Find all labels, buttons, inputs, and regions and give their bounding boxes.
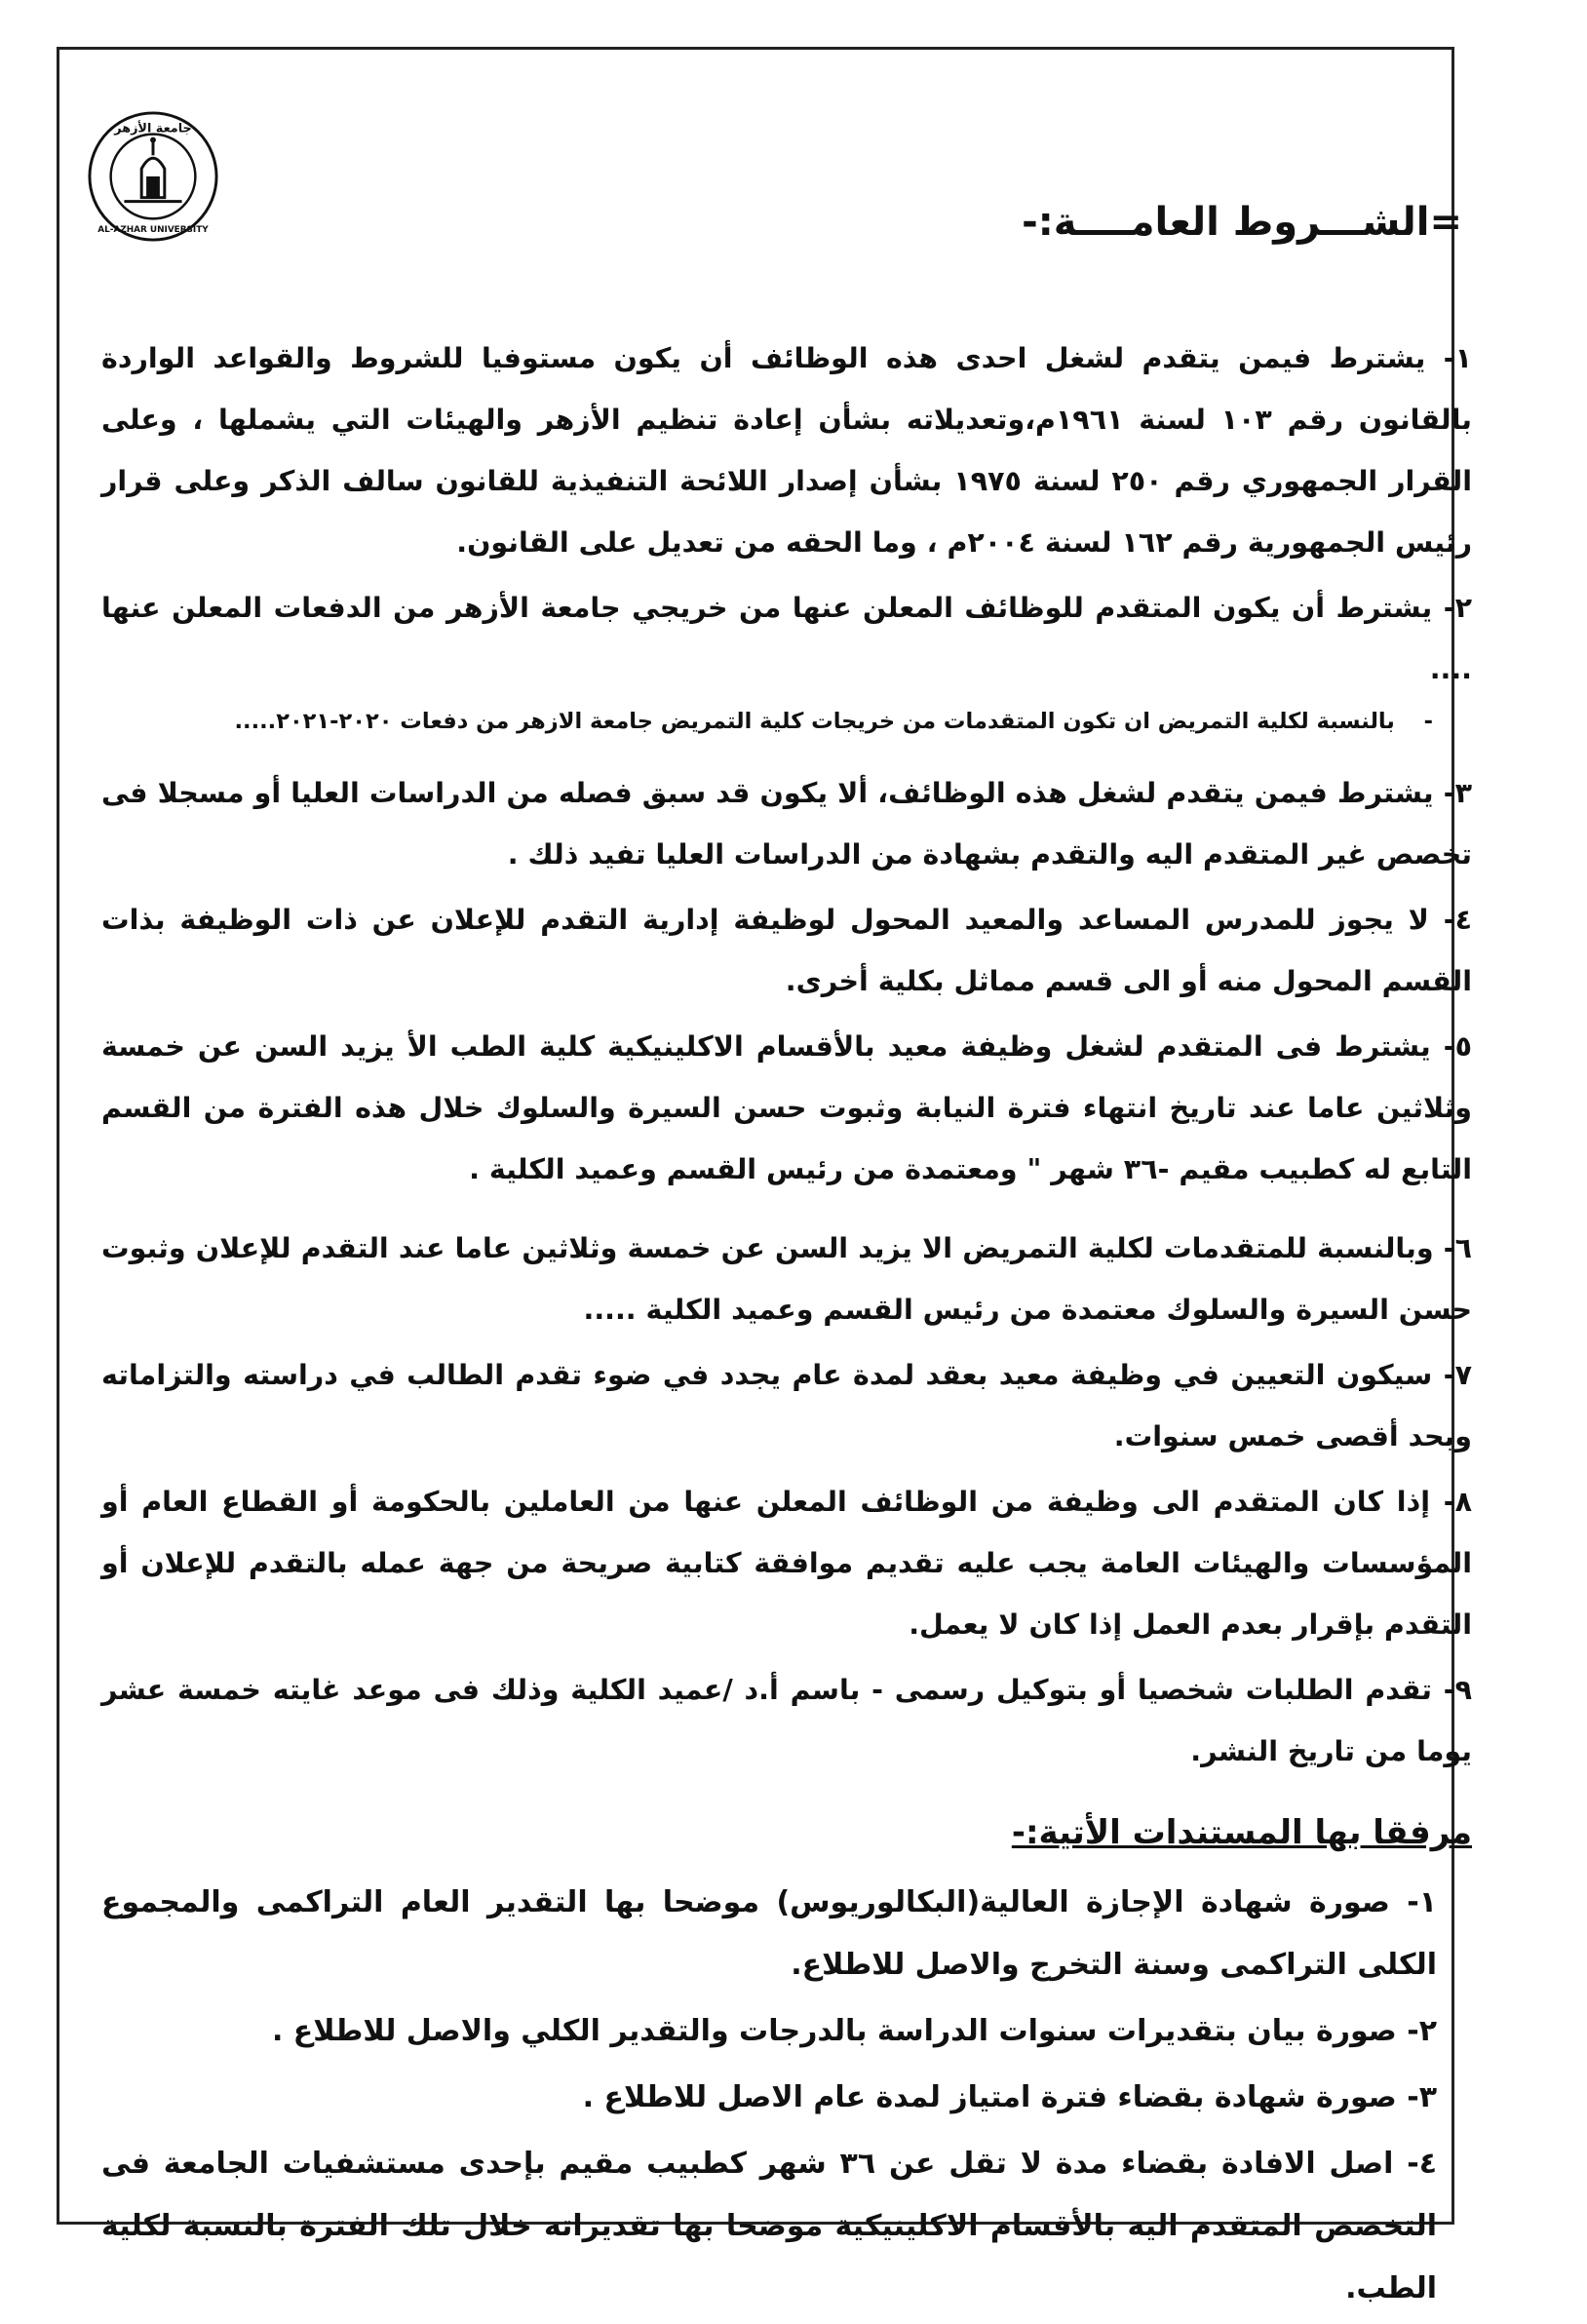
condition-1	[101, 328, 1472, 573]
document-item-1	[101, 1872, 1437, 1996]
note-text: بالنسبة لكلية التمريض ان تكون المتقدمات من خريجات كلية التمريض جامعة الازهر من دفعات ٢٠٢٠-٢٠٢١.....	[234, 709, 1395, 734]
condition-5	[101, 1016, 1472, 1200]
condition-number: ٨-	[1443, 1486, 1472, 1518]
condition-text: لا يجوز للمدرس المساعد والمعيد المحول لوظيفة إدارية التقدم للإعلان عن ذات الوظيفة بذات القسم المحول منه أو الى قسم مماثل بكلية أخرى.	[101, 904, 1472, 997]
document-number: ٣-	[1407, 2080, 1437, 2114]
condition-number: ٦-	[1443, 1232, 1472, 1264]
logo-english-text: AL-AZHAR UNIVERSITY	[97, 225, 209, 236]
condition-number: ٣-	[1443, 777, 1472, 809]
document-number: ٤-	[1407, 2147, 1438, 2181]
document-item-3	[101, 2067, 1437, 2129]
document-item-4	[101, 2133, 1437, 2320]
condition-number: ١-	[1443, 342, 1472, 374]
condition-number: ٤-	[1443, 904, 1472, 936]
condition-text: تقدم الطلبات شخصيا أو بتوكيل رسمى - باسم أ.د /عميد الكلية وذلك فى موعد غايته خمسة عشر يوما من تاريخ النشر.	[101, 1674, 1472, 1767]
condition-8	[101, 1471, 1472, 1655]
condition-text: وبالنسبة للمتقدمات لكلية التمريض الا يزيد السن عن خمسة وثلاثين عاما عند التقدم للإعلان وثبوت حسن السيرة والسلوك معتمدة من رئيس القسم وعميد الكلية .....	[101, 1232, 1472, 1326]
condition-2	[101, 577, 1472, 700]
condition-text: يشترط فيمن يتقدم لشغل هذه الوظائف، ألا يكون قد سبق فصله من الدراسات العليا أو مسجلا فى تخصص غير المتقدم اليه والتقدم بشهادة من الدراسات العليا تفيد ذلك .	[101, 777, 1472, 871]
document-text: صورة شهادة بقضاء فترة امتياز لمدة عام الاصل للاطلاع .	[582, 2080, 1397, 2114]
condition-9	[101, 1659, 1472, 1782]
condition-text: يشترط فى المتقدم لشغل وظيفة معيد بالأقسام الاكلينيكية كلية الطب الأ يزيد السن عن خمسة وثلاثين عاما عند تاريخ انتهاء فترة النيابة وثبوت حسن السيرة والسلوك خلال هذه الفترة من القسم التابع له كطبيب مقيم -٣٦ شهر " ومعتمدة من رئيس القسم وعميد الكلية .	[101, 1030, 1472, 1185]
nursing-note	[101, 702, 1433, 741]
document-number: ١-	[1407, 1885, 1437, 1919]
condition-number: ٥-	[1443, 1030, 1472, 1063]
condition-7	[101, 1344, 1472, 1467]
al-azhar-university-logo	[86, 109, 220, 244]
document-item-2	[101, 2000, 1437, 2063]
condition-number: ٢-	[1443, 592, 1472, 624]
document-text: صورة بيان بتقديرات سنوات الدراسة بالدرجات والتقدير الكلي والاصل للاطلاع .	[271, 2014, 1397, 2048]
spacer	[101, 1204, 1472, 1218]
condition-3	[101, 762, 1472, 885]
page-title: =الشـــروط العامــــة:-	[1022, 200, 1462, 245]
condition-text: سيكون التعيين في وظيفة معيد بعقد لمدة عام يجدد في ضوء تقدم الطالب في دراسته والتزاماته وبحد أقصى خمس سنوات.	[101, 1359, 1472, 1452]
note-dash: -	[1423, 709, 1433, 734]
condition-number: ٧-	[1443, 1359, 1472, 1391]
documents-section-title: مرفقا بها المستندات الأتية:-	[1011, 1813, 1472, 1852]
document-text: اصل الافادة بقضاء مدة لا تقل عن ٣٦ شهر كطبيب مقيم بإحدى مستشفيات الجامعة فى التخصص المتقدم اليه بالأقسام الاكلينيكية موضحا بها تقديراته خلال تلك الفترة بالنسبة لكلية الطب.	[101, 2147, 1437, 2305]
logo-arabic-text: جامعة الأزهر	[114, 121, 192, 136]
condition-text: يشترط فيمن يتقدم لشغل احدى هذه الوظائف أن يكون مستوفيا للشروط والقواعد الواردة بالقانون رقم ١٠٣ لسنة ١٩٦١م،وتعديلاته بشأن إعادة تنظيم الأزهر والهيئات التي يشملها ، وعلى القرار الجمهوري رقم ٢٥٠ لسنة ١٩٧٥ بشأن إصدار اللائحة التنفيذية للقانون سالف الذكر وعلى قرار رئيس الجمهورية رقم ١٦٢ لسنة ٢٠٠٤م ، وما الحقه من تعديل على القانون.	[101, 342, 1472, 559]
document-body	[101, 328, 1472, 2324]
condition-text: إذا كان المتقدم الى وظيفة من الوظائف المعلن عنها من العاملين بالحكومة أو القطاع العام أو المؤسسات والهيئات العامة يجب عليه تقديم موافقة كتابية صريحة من جهة عمله بالتقدم للإعلان أو التقدم بإقرار بعدم العمل إذا كان لا يعمل.	[101, 1486, 1472, 1641]
condition-text: يشترط أن يكون المتقدم للوظائف المعلن عنها من خريجي جامعة الأزهر من الدفعات المعلن عنها ....	[101, 592, 1472, 685]
condition-4	[101, 889, 1472, 1012]
condition-number: ٩-	[1443, 1674, 1472, 1706]
document-text: صورة شهادة الإجازة العالية(البكالوريوس) موضحا بها التقدير العام التراكمى والمجموع الكلى التراكمى وسنة التخرج والاصل للاطلاع.	[101, 1885, 1437, 1982]
condition-6	[101, 1218, 1472, 1340]
document-number: ٢-	[1407, 2014, 1437, 2048]
